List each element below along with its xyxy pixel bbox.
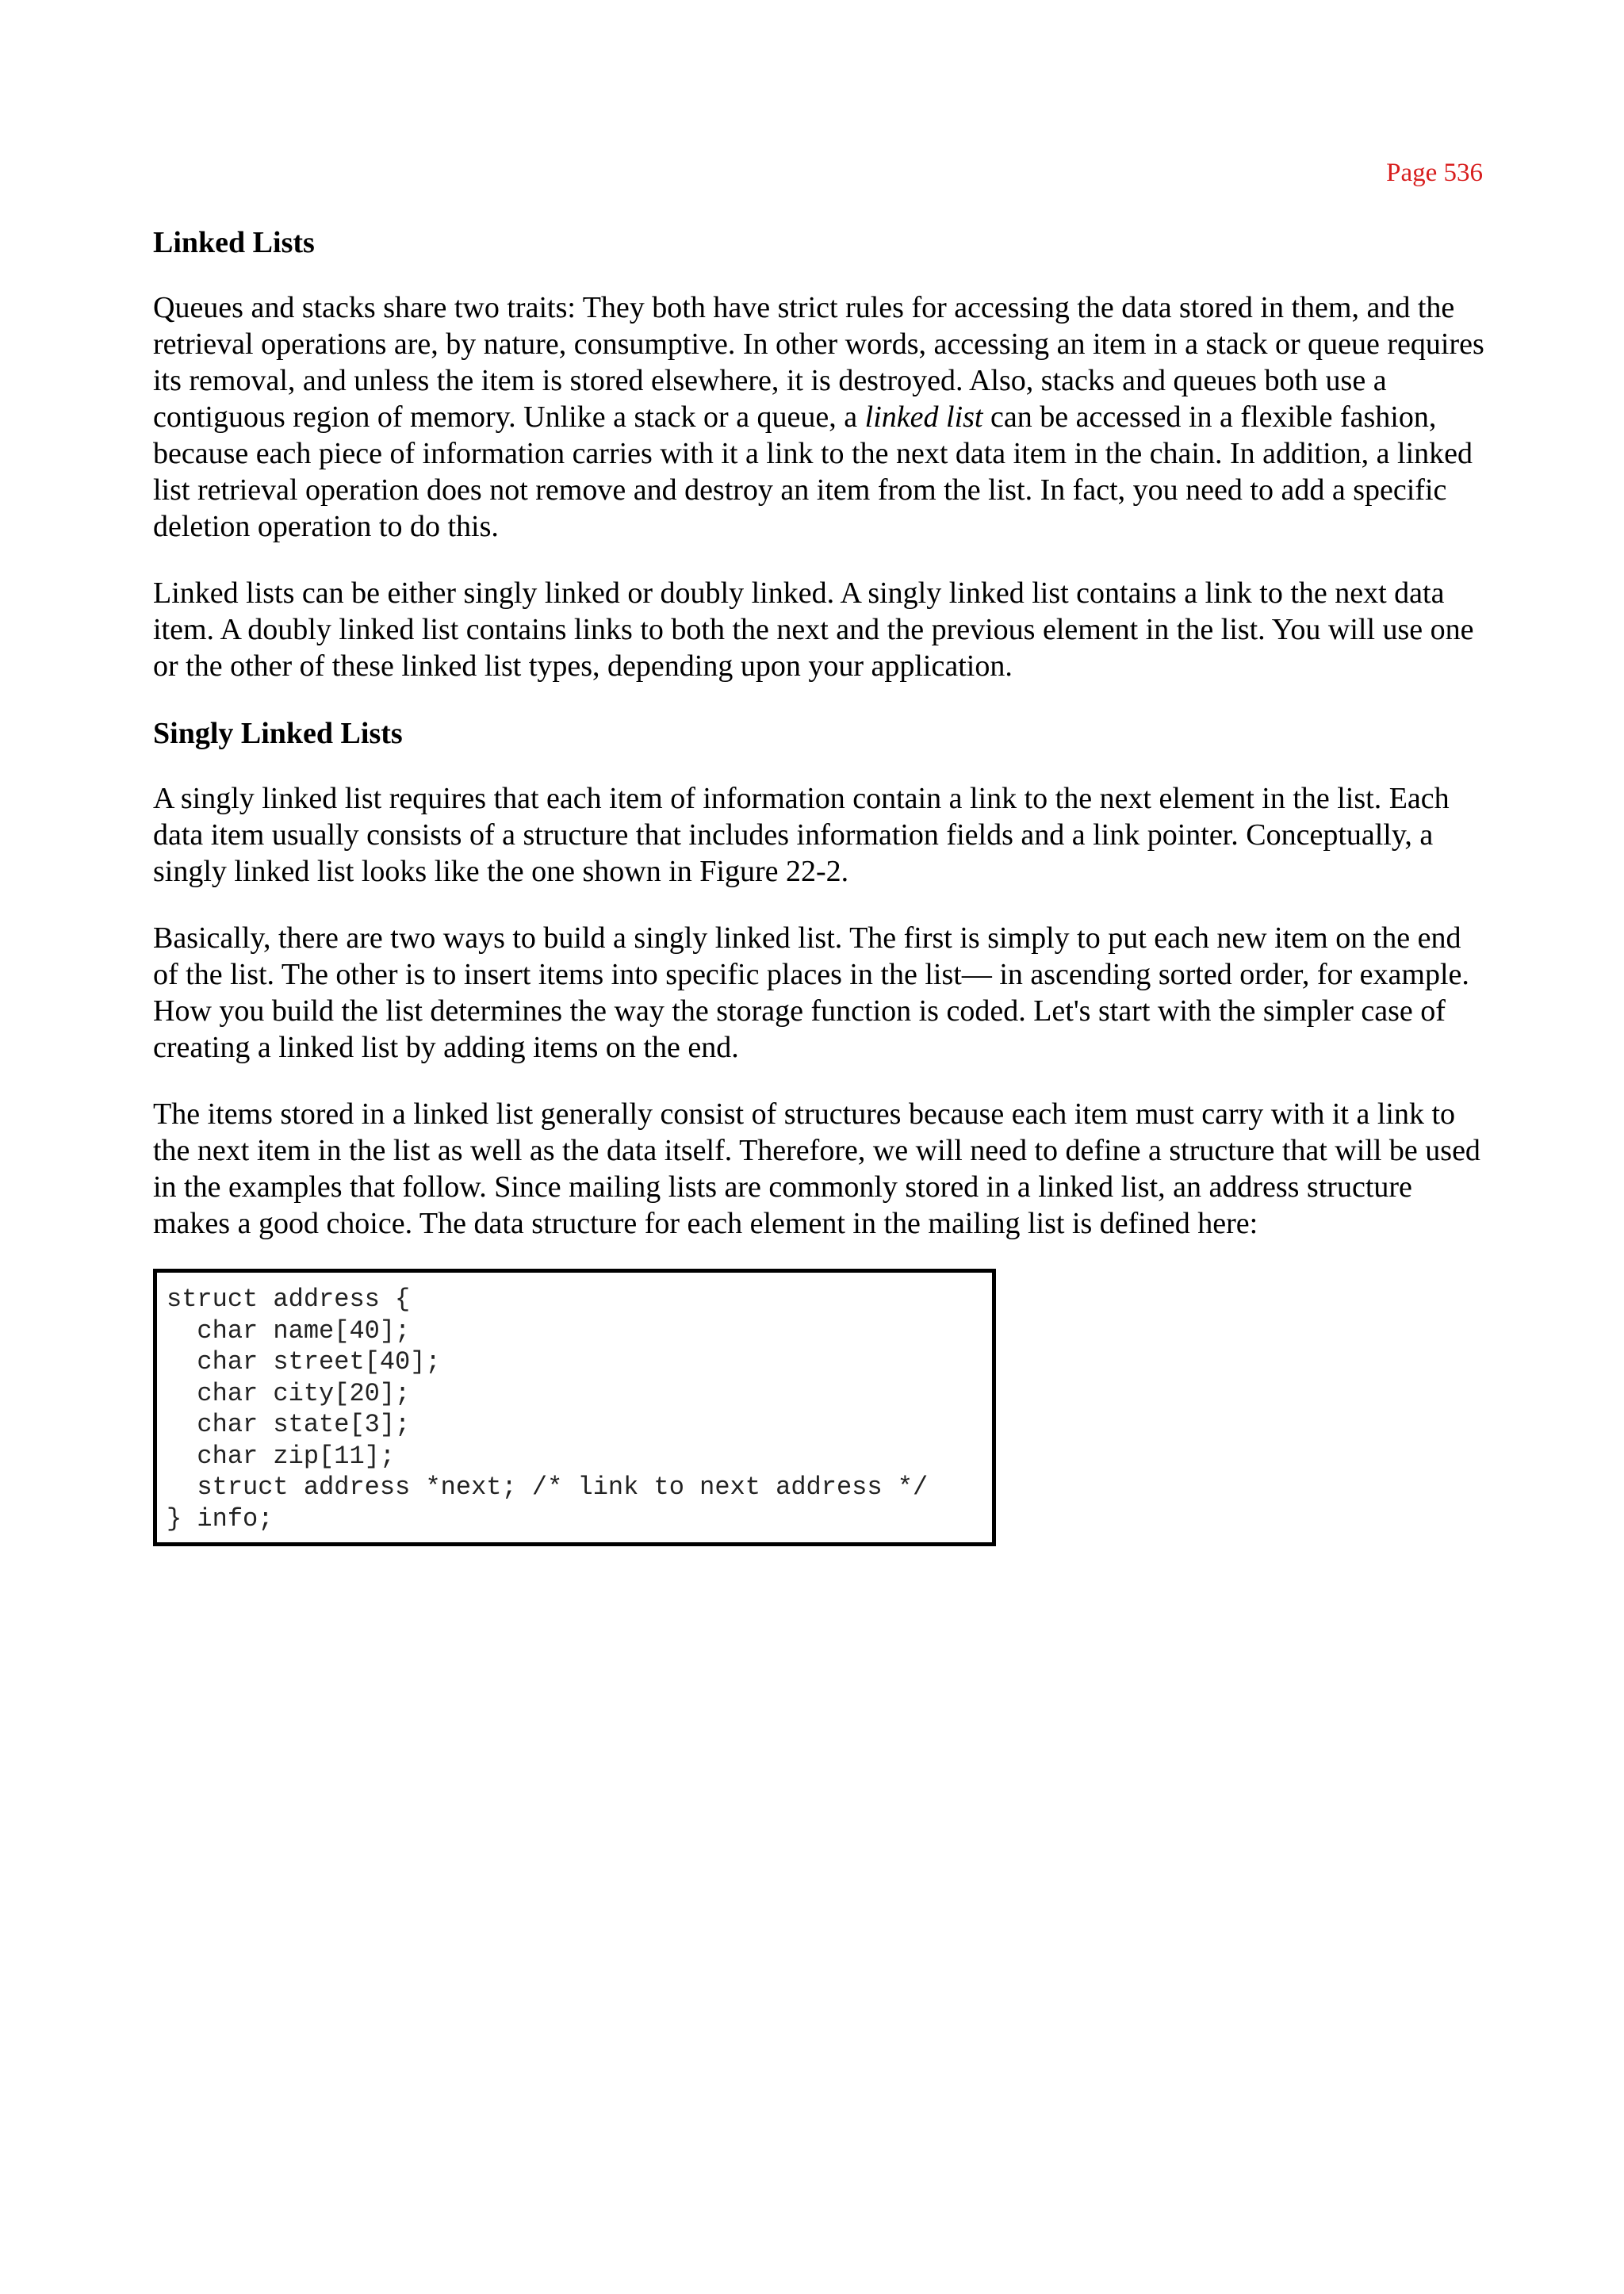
page-content [153, 151, 1493, 1546]
paragraph-list-types: Linked lists can be either singly linked or doubly linked. A singly linked list contains a link to the next data item. A doubly linked list contains links to both the next and the previous element in the list. You will use one or the other of these linked list types, depending upon your application. [153, 576, 1474, 683]
paragraph-singly-definition: A singly linked list requires that each item of information contain a link to the next element in the list. Each data item usually consists of a structure that includes information fields and a link pointer. Conceptually, a singly linked list looks like the one shown in Figure 22-2. [153, 782, 1450, 888]
paragraph-intro-text-2: can be accessed in a flexible fashion, because each piece of information carries with it a link to the next data item in the chain. In addition, a linked list retrieval operation does not remove and destroy an item from the list. In fact, you need to add a specific deletion operation to do this. [153, 400, 1473, 543]
code-listing-box [153, 1269, 996, 1546]
page-number: Page 536 [1386, 159, 1483, 187]
term-linked-list: linked list [864, 400, 983, 434]
paragraph-intro [153, 289, 1493, 545]
paragraph-intro-text-1: Queues and stacks share two traits: They both have strict rules for accessing the data stored in them, and the retrieval operations are, by nature, consumptive. In other words, accessing an item in a stack or queue requires its removal, and unless the item is stored elsewhere, it is destroyed. Also, stacks and queues both use a contiguous region of memory. Unlike a stack or a queue, a [153, 291, 1484, 434]
section-heading-linked-lists: Linked Lists [153, 226, 315, 259]
section-heading-singly-linked-lists: Singly Linked Lists [153, 717, 403, 750]
paragraph-structure-intro: The items stored in a linked list generally consist of structures because each item must carry with it a link to the next item in the list as well as the data itself. Therefore, we will need to define a structure that will be used in the examples that follow. Since mailing lists are commonly stored in a linked list, an address structure makes a good choice. The data structure for each element in the mailing list is defined here: [153, 1097, 1480, 1240]
code-listing: struct address { char name[40]; char street[40]; char city[20]; char state[3]; char zip[11]; struct address *next; /* link to next address */ } info; [167, 1285, 929, 1534]
paragraph-build-methods: Basically, there are two ways to build a singly linked list. The first is simply to put each new item on the end of the list. The other is to insert items into specific places in the list— in ascending sorted order, for example. How you build the list determines the way the storage function is coded. Let's start with the simpler case of creating a linked list by adding items on the end. [153, 921, 1469, 1064]
